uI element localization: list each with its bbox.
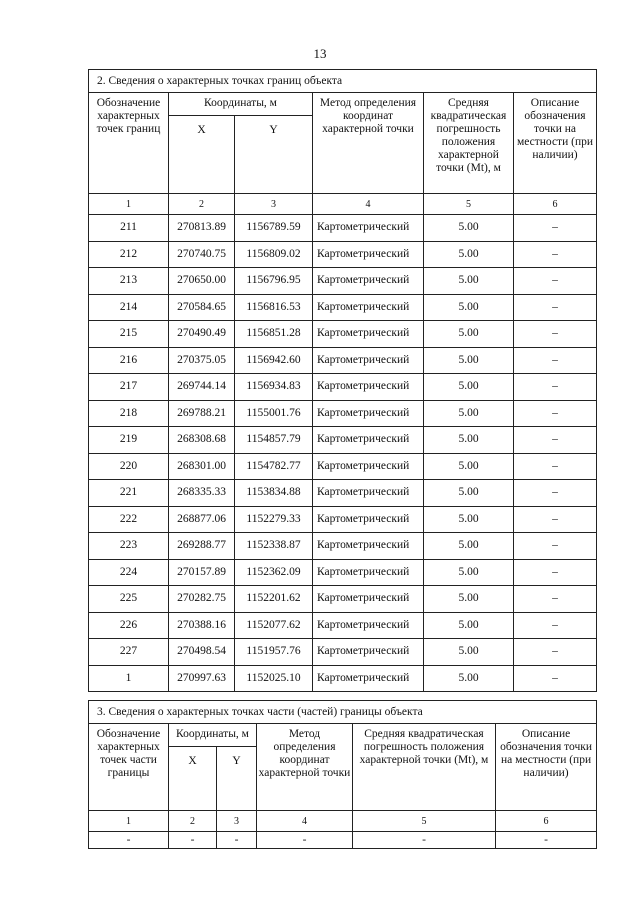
point-cell: 225 bbox=[89, 586, 169, 613]
error-cell: 5.00 bbox=[424, 268, 514, 295]
x-cell: - bbox=[169, 832, 217, 849]
error-cell: 5.00 bbox=[424, 639, 514, 666]
col-header-x: X bbox=[169, 747, 217, 811]
table-row bbox=[89, 559, 597, 586]
table-row bbox=[89, 427, 597, 454]
description-cell: – bbox=[514, 665, 597, 692]
error-cell: 5.00 bbox=[424, 586, 514, 613]
col-number: 5 bbox=[353, 811, 496, 832]
point-cell: 219 bbox=[89, 427, 169, 454]
col-number: 6 bbox=[496, 811, 597, 832]
method-cell: Картометрический bbox=[313, 506, 424, 533]
y-cell: 1156796.95 bbox=[235, 268, 313, 295]
y-cell: 1153834.88 bbox=[235, 480, 313, 507]
point-cell: 224 bbox=[89, 559, 169, 586]
error-cell: 5.00 bbox=[424, 241, 514, 268]
y-cell: 1156851.28 bbox=[235, 321, 313, 348]
table-row bbox=[89, 347, 597, 374]
description-cell: – bbox=[514, 612, 597, 639]
method-cell: Картометрический bbox=[313, 533, 424, 560]
method-cell: Картометрический bbox=[313, 321, 424, 348]
col-header-error: Средняя квадратическая погрешность положения характерной точки (Mt), м bbox=[424, 93, 514, 194]
point-cell: 216 bbox=[89, 347, 169, 374]
section-2-title: 2. Сведения о характерных точках границ объекта bbox=[89, 70, 597, 93]
error-cell: 5.00 bbox=[424, 480, 514, 507]
method-cell: Картометрический bbox=[313, 215, 424, 242]
description-cell: – bbox=[514, 400, 597, 427]
y-cell: 1156816.53 bbox=[235, 294, 313, 321]
y-cell: 1156934.83 bbox=[235, 374, 313, 401]
y-cell: 1156789.59 bbox=[235, 215, 313, 242]
description-cell: – bbox=[514, 294, 597, 321]
boundary-points-table bbox=[88, 69, 597, 692]
y-cell: 1154857.79 bbox=[235, 427, 313, 454]
description-cell: – bbox=[514, 506, 597, 533]
col-number: 6 bbox=[514, 194, 597, 215]
x-cell: 268877.06 bbox=[169, 506, 235, 533]
point-cell: 220 bbox=[89, 453, 169, 480]
point-cell: 226 bbox=[89, 612, 169, 639]
error-cell: 5.00 bbox=[424, 294, 514, 321]
point-cell: 222 bbox=[89, 506, 169, 533]
description-cell: – bbox=[514, 559, 597, 586]
table-row bbox=[89, 506, 597, 533]
x-cell: 270740.75 bbox=[169, 241, 235, 268]
point-cell: 212 bbox=[89, 241, 169, 268]
method-cell: - bbox=[257, 832, 353, 849]
table-row bbox=[89, 374, 597, 401]
point-cell: 1 bbox=[89, 665, 169, 692]
table-row bbox=[89, 215, 597, 242]
table-row bbox=[89, 294, 597, 321]
x-cell: 270997.63 bbox=[169, 665, 235, 692]
error-cell: 5.00 bbox=[424, 559, 514, 586]
col-header-y: Y bbox=[217, 747, 257, 811]
col-header-description: Описание обозначения точки на местности (при наличии) bbox=[496, 724, 597, 811]
description-cell: – bbox=[514, 215, 597, 242]
y-cell: 1152338.87 bbox=[235, 533, 313, 560]
col-header-coords: Координаты, м bbox=[169, 724, 257, 747]
description-cell: – bbox=[514, 639, 597, 666]
section-3-title: 3. Сведения о характерных точках части (частей) границы объекта bbox=[89, 701, 597, 724]
point-cell: 227 bbox=[89, 639, 169, 666]
table-row bbox=[89, 480, 597, 507]
point-cell: 215 bbox=[89, 321, 169, 348]
col-number: 4 bbox=[313, 194, 424, 215]
description-cell: – bbox=[514, 321, 597, 348]
col-header-y: Y bbox=[235, 116, 313, 194]
method-cell: Картометрический bbox=[313, 586, 424, 613]
error-cell: 5.00 bbox=[424, 665, 514, 692]
method-cell: Картометрический bbox=[313, 400, 424, 427]
method-cell: Картометрический bbox=[313, 559, 424, 586]
point-cell: 218 bbox=[89, 400, 169, 427]
y-cell: 1152279.33 bbox=[235, 506, 313, 533]
col-header-method: Метод определения координат характерной точки bbox=[257, 724, 353, 811]
y-cell: 1152362.09 bbox=[235, 559, 313, 586]
error-cell: - bbox=[353, 832, 496, 849]
col-number: 3 bbox=[235, 194, 313, 215]
method-cell: Картометрический bbox=[313, 374, 424, 401]
col-number: 5 bbox=[424, 194, 514, 215]
col-header-x: X bbox=[169, 116, 235, 194]
x-cell: 269288.77 bbox=[169, 533, 235, 560]
description-cell: – bbox=[514, 241, 597, 268]
error-cell: 5.00 bbox=[424, 506, 514, 533]
page-number: 13 bbox=[313, 46, 327, 61]
point-cell: - bbox=[89, 832, 169, 849]
table-row bbox=[89, 321, 597, 348]
col-header-point: Обозначение характерных точек части границы bbox=[89, 724, 169, 811]
table-row bbox=[89, 400, 597, 427]
table-row bbox=[89, 268, 597, 295]
error-cell: 5.00 bbox=[424, 400, 514, 427]
y-cell: 1152201.62 bbox=[235, 586, 313, 613]
y-cell: 1152025.10 bbox=[235, 665, 313, 692]
x-cell: 269788.21 bbox=[169, 400, 235, 427]
table-row bbox=[89, 453, 597, 480]
table-row bbox=[89, 612, 597, 639]
error-cell: 5.00 bbox=[424, 374, 514, 401]
description-cell: - bbox=[496, 832, 597, 849]
col-number: 2 bbox=[169, 194, 235, 215]
description-cell: – bbox=[514, 453, 597, 480]
method-cell: Картометрический bbox=[313, 612, 424, 639]
point-cell: 223 bbox=[89, 533, 169, 560]
col-number: 1 bbox=[89, 811, 169, 832]
method-cell: Картометрический bbox=[313, 665, 424, 692]
y-cell: - bbox=[217, 832, 257, 849]
description-cell: – bbox=[514, 427, 597, 454]
point-cell: 214 bbox=[89, 294, 169, 321]
point-cell: 211 bbox=[89, 215, 169, 242]
x-cell: 270388.16 bbox=[169, 612, 235, 639]
method-cell: Картометрический bbox=[313, 347, 424, 374]
error-cell: 5.00 bbox=[424, 427, 514, 454]
description-cell: – bbox=[514, 533, 597, 560]
error-cell: 5.00 bbox=[424, 215, 514, 242]
error-cell: 5.00 bbox=[424, 453, 514, 480]
method-cell: Картометрический bbox=[313, 427, 424, 454]
part-boundary-points-table bbox=[88, 700, 597, 849]
table-row bbox=[89, 665, 597, 692]
error-cell: 5.00 bbox=[424, 347, 514, 374]
col-number: 3 bbox=[217, 811, 257, 832]
x-cell: 270813.89 bbox=[169, 215, 235, 242]
method-cell: Картометрический bbox=[313, 453, 424, 480]
x-cell: 270650.00 bbox=[169, 268, 235, 295]
method-cell: Картометрический bbox=[313, 639, 424, 666]
column-number-row bbox=[89, 811, 597, 832]
point-cell: 213 bbox=[89, 268, 169, 295]
y-cell: 1154782.77 bbox=[235, 453, 313, 480]
description-cell: – bbox=[514, 586, 597, 613]
col-header-method: Метод определения координат характерной точки bbox=[313, 93, 424, 194]
table-row bbox=[89, 533, 597, 560]
col-header-description: Описание обозначения точки на местности (при наличии) bbox=[514, 93, 597, 194]
col-number: 2 bbox=[169, 811, 217, 832]
x-cell: 270282.75 bbox=[169, 586, 235, 613]
x-cell: 270375.05 bbox=[169, 347, 235, 374]
description-cell: – bbox=[514, 480, 597, 507]
y-cell: 1156809.02 bbox=[235, 241, 313, 268]
method-cell: Картометрический bbox=[313, 480, 424, 507]
x-cell: 268301.00 bbox=[169, 453, 235, 480]
y-cell: 1156942.60 bbox=[235, 347, 313, 374]
x-cell: 270584.65 bbox=[169, 294, 235, 321]
x-cell: 268335.33 bbox=[169, 480, 235, 507]
col-number: 1 bbox=[89, 194, 169, 215]
col-header-error: Средняя квадратическая погрешность положения характерной точки (Mt), м bbox=[353, 724, 496, 811]
table-row bbox=[89, 832, 597, 849]
y-cell: 1151957.76 bbox=[235, 639, 313, 666]
col-header-coords: Координаты, м bbox=[169, 93, 313, 116]
error-cell: 5.00 bbox=[424, 612, 514, 639]
method-cell: Картометрический bbox=[313, 241, 424, 268]
point-cell: 217 bbox=[89, 374, 169, 401]
col-number: 4 bbox=[257, 811, 353, 832]
x-cell: 270157.89 bbox=[169, 559, 235, 586]
x-cell: 270498.54 bbox=[169, 639, 235, 666]
table-row bbox=[89, 586, 597, 613]
x-cell: 269744.14 bbox=[169, 374, 235, 401]
x-cell: 268308.68 bbox=[169, 427, 235, 454]
x-cell: 270490.49 bbox=[169, 321, 235, 348]
y-cell: 1152077.62 bbox=[235, 612, 313, 639]
method-cell: Картометрический bbox=[313, 294, 424, 321]
description-cell: – bbox=[514, 374, 597, 401]
error-cell: 5.00 bbox=[424, 533, 514, 560]
point-cell: 221 bbox=[89, 480, 169, 507]
description-cell: – bbox=[514, 268, 597, 295]
error-cell: 5.00 bbox=[424, 321, 514, 348]
table-row bbox=[89, 241, 597, 268]
method-cell: Картометрический bbox=[313, 268, 424, 295]
y-cell: 1155001.76 bbox=[235, 400, 313, 427]
table-row bbox=[89, 639, 597, 666]
column-number-row bbox=[89, 194, 597, 215]
col-header-point: Обозначение характерных точек границ bbox=[89, 93, 169, 194]
description-cell: – bbox=[514, 347, 597, 374]
